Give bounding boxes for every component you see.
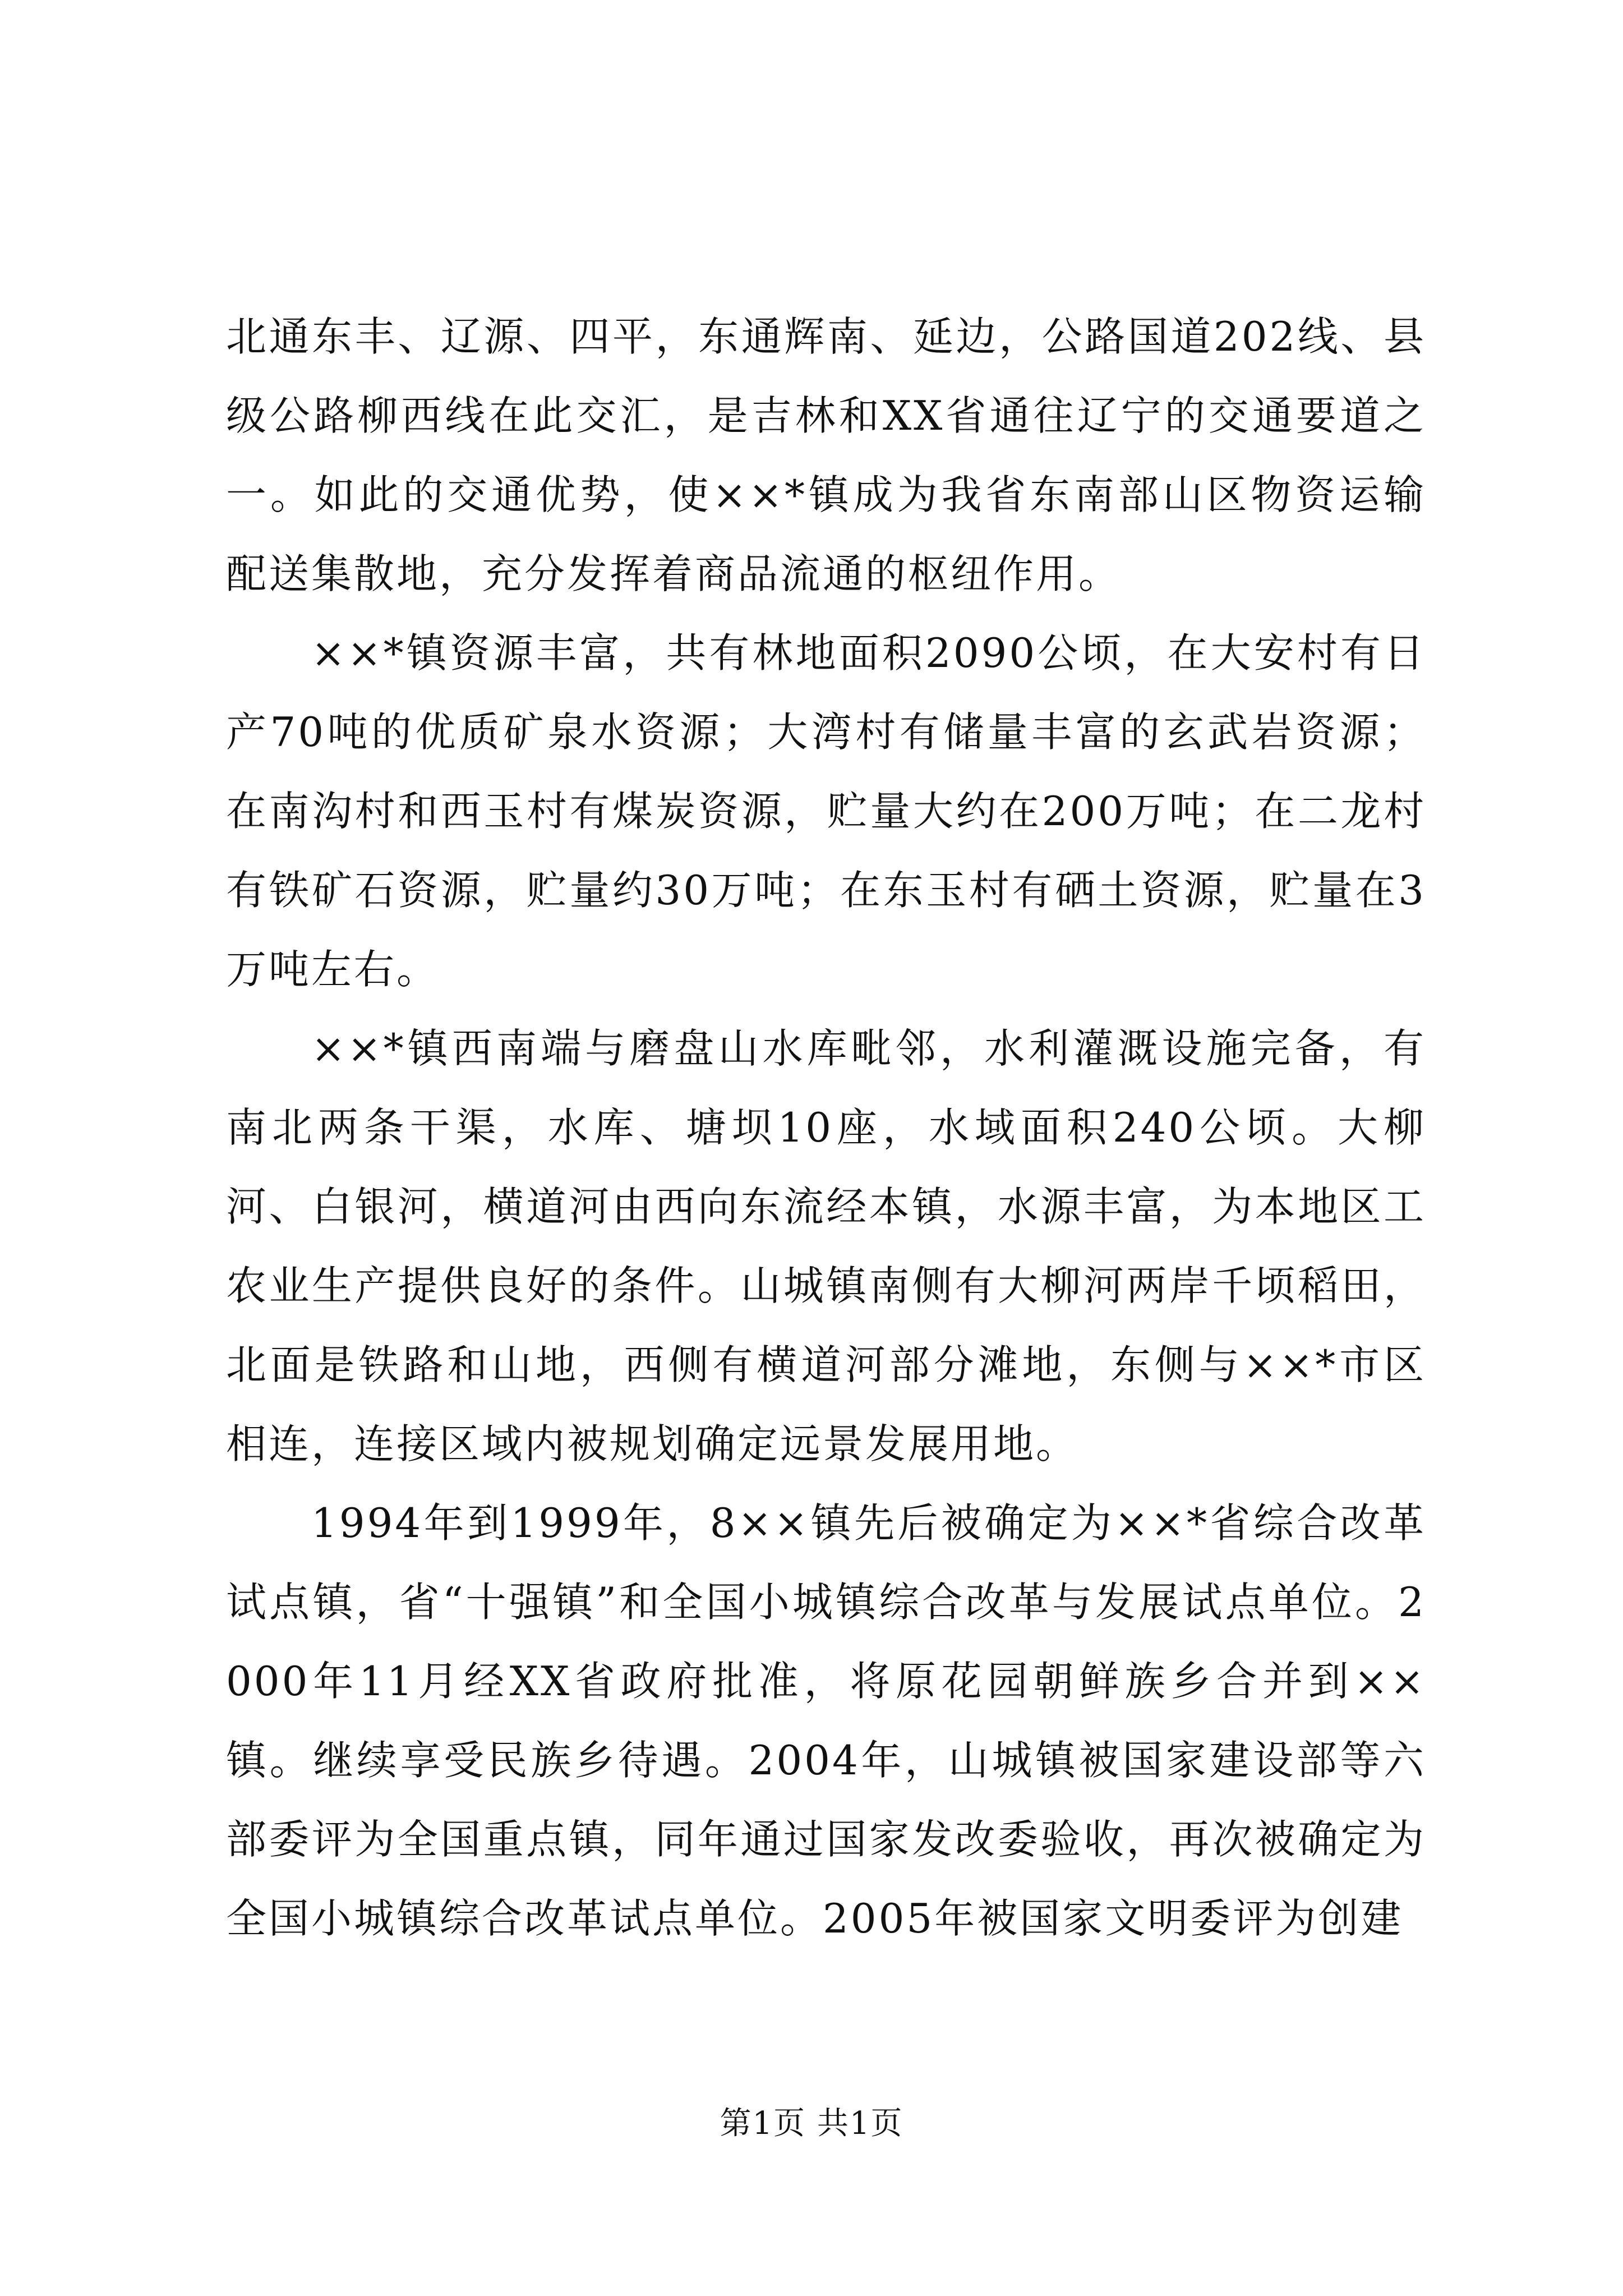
document-body	[226, 297, 1426, 1958]
page-footer: 第1页 共1页	[720, 2105, 903, 2142]
paragraph-resources: ××*镇资源丰富，共有林地面积2090公顷，在大安村有日产70吨的优质矿泉水资源；大湾村有储量丰富的玄武岩资源；在南沟村和西玉村有煤炭资源，贮量大约在200万吨；在二龙村有铁矿石资源，贮量约30万吨；在东玉村有硒土资源，贮量在3万吨左右。	[226, 629, 1426, 993]
paragraph-water: ××*镇西南端与磨盘山水库毗邻，水利灌溉设施完备，有南北两条干渠，水库、塘坝10座，水域面积240公顷。大柳河、白银河，横道河由西向东流经本镇，水源丰富，为本地区工农业生产提供良好的条件。山城镇南侧有大柳河两岸千顷稻田，北面是铁路和山地，西侧有横道河部分滩地，东侧与××*市区相连，连接区域内被规划确定远景发展用地。	[226, 1025, 1426, 1467]
paragraph-history: 1994年到1999年，8××镇先后被确定为××*省综合改革试点镇，省“十强镇”和全国小城镇综合改革与发展试点单位。2000年11月经XX省政府批准，将原花园朝鲜族乡合并到××镇。继续享受民族乡待遇。2004年，山城镇被国家建设部等六部委评为全国重点镇，同年通过国家发改委验收，再次被确定为全国小城镇综合改革试点单位。2005年被国家文明委评为创建	[226, 1499, 1426, 1942]
paragraph-transport: 北通东丰、辽源、四平，东通辉南、延边，公路国道202线、县级公路柳西线在此交汇，是吉林和XX省通往辽宁的交通要道之一。如此的交通优势，使××*镇成为我省东南部山区物资运输配送集散地，充分发挥着商品流通的枢纽作用。	[226, 313, 1426, 597]
